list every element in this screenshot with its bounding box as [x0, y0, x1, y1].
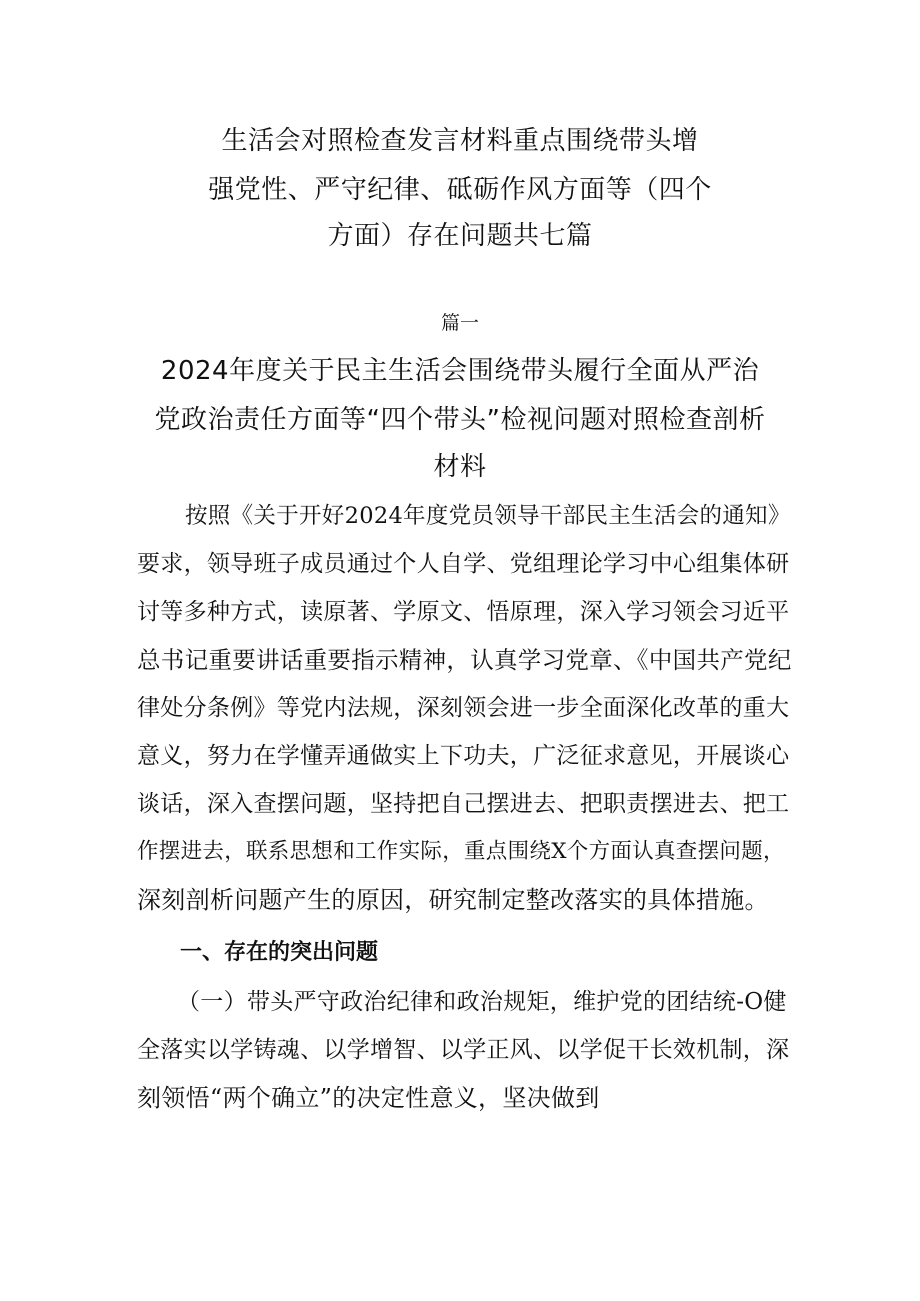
subsection-line-2: 全落实以学铸魂、以学增智、以学正风、以学促干长效机制，深	[137, 1037, 790, 1063]
subsection-line-1: （一）带头严守政治纪律和政治规矩，维护党的团结统-O健	[177, 989, 787, 1015]
main-title-line-1: 生活会对照检查发言材料重点围绕带头增	[221, 126, 699, 156]
sub-title-line-2: 党政治责任方面等“四个带头”检视问题对照检查剖析	[154, 405, 766, 435]
intro-line-2: 要求，领导班子成员通过个人自学、党组理论学习中心组集体研	[137, 551, 790, 577]
intro-line-9: 深刻剖析问题产生的原因，研究制定整改落实的具体措施。	[137, 886, 769, 914]
chapter-label: 篇一	[440, 312, 479, 334]
intro-line-3: 讨等多种方式，读原著、学原文、悟原理，深入学习领会习近平	[137, 599, 790, 625]
main-title-line-2: 强党性、严守纪律、砥砺作风方面等（四个	[208, 175, 712, 205]
intro-line-1: 按照《关于开好2024年度党员领导干部民主生活会的通知》	[185, 503, 791, 529]
sub-title-line-1: 2024年度关于民主生活会围绕带头履行全面从严治	[160, 356, 760, 386]
intro-line-8: 作摆进去，联系思想和工作实际，重点围绕X个方面认真查摆问题，	[137, 839, 785, 864]
intro-line-4: 总书记重要讲话重要指示精神，认真学习党章、《中国共产党纪	[137, 646, 792, 674]
subsection-line-3: 刻领悟“两个确立”的决定性意义，坚决做到	[137, 1084, 600, 1112]
main-title-line-3: 方面）存在问题共七篇	[327, 221, 593, 251]
section-heading: 一、存在的突出问题	[180, 940, 379, 965]
intro-line-6: 意义，努力在学懂弄通做实上下功夫，广泛征求意见，开展谈心	[137, 743, 790, 769]
sub-title-line-3: 材料	[433, 452, 487, 482]
intro-line-7: 谈话，深入查摆问题，坚持把自己摆进去、把职责摆进去、把工	[137, 791, 790, 817]
intro-line-5: 律处分条例》等党内法规，深刻领会进一步全面深化改革的重大	[137, 695, 790, 721]
